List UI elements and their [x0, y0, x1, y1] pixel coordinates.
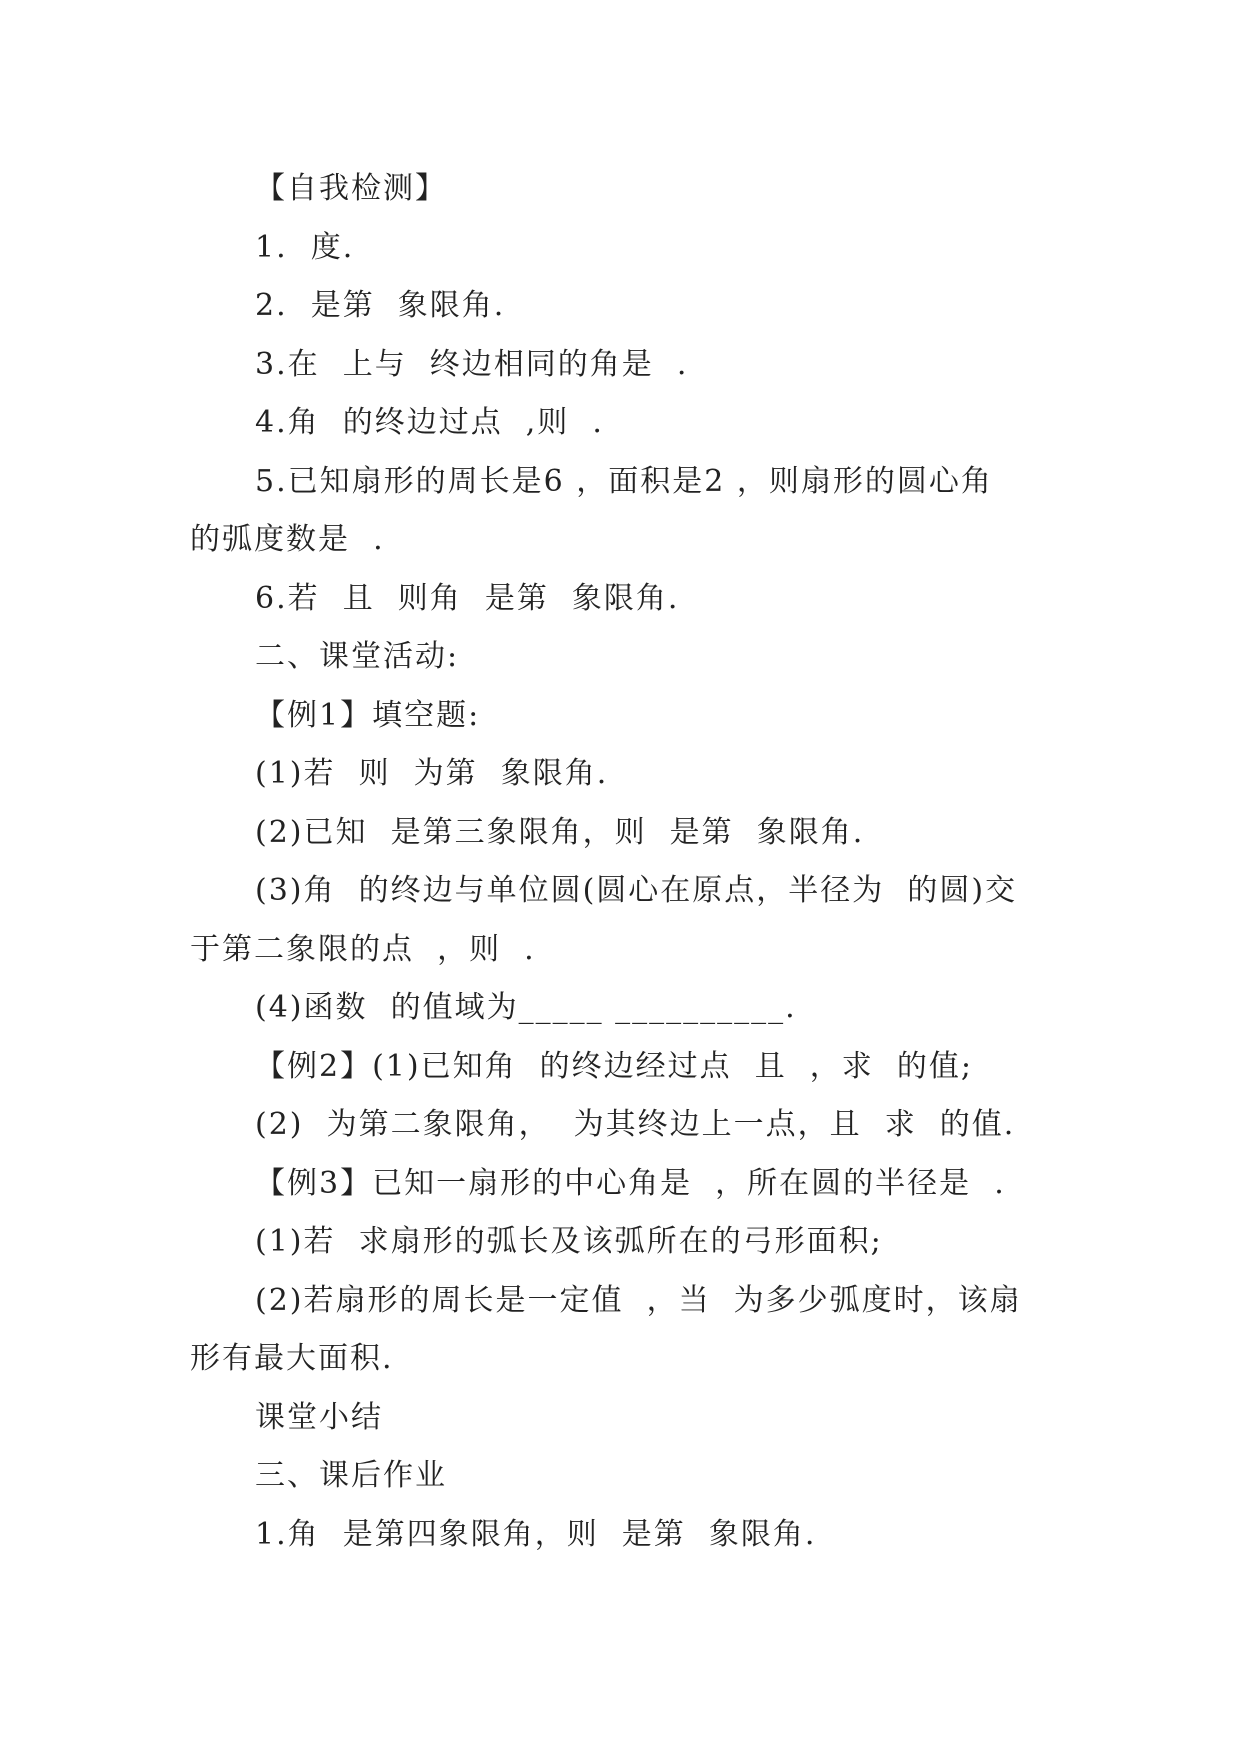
section-heading-homework: 三、课后作业	[255, 1458, 447, 1493]
question-5-continued: 的弧度数是 .	[190, 522, 385, 557]
question-6: 6.若 且 则角 是第 象限角.	[255, 580, 680, 616]
example-1-part-3: (3)角 的终边与单位圆(圆心在原点，半径为 的圆)交	[255, 873, 1018, 908]
example-3-part-2-continued: 形有最大面积.	[190, 1341, 394, 1376]
example-1-heading: 【例1】填空题:	[255, 697, 481, 733]
document-body	[190, 160, 1050, 1564]
question-2: 2. 是第 象限角.	[255, 288, 506, 323]
example-1-part-4: (4)函数 的值域为_____ __________.	[255, 990, 797, 1025]
example-3-heading: 【例3】已知一扇形的中心角是 ，所在圆的半径是 .	[255, 1165, 1006, 1201]
question-3: 3.在 上与 终边相同的角是 .	[255, 346, 689, 382]
question-1: 1. 度.	[255, 229, 355, 265]
example-1-part-1: (1)若 则 为第 象限角.	[255, 756, 609, 791]
question-4: 4.角 的终边过点 ,则 .	[255, 405, 604, 440]
example-3-part-2: (2)若扇形的周长是一定值 ，当 为多少弧度时，该扇	[255, 1282, 1022, 1318]
example-1-part-2: (2)已知 是第三象限角，则 是第 象限角.	[255, 814, 865, 850]
example-1-part-3-continued: 于第二象限的点 ，则 .	[190, 931, 536, 967]
homework-question-1: 1.角 是第四象限角，则 是第 象限角.	[255, 1516, 817, 1552]
example-3-part-1: (1)若 求扇形的弧长及该弧所在的弓形面积;	[255, 1224, 883, 1259]
question-5: 5.已知扇形的周长是6 ，面积是2 ，则扇形的圆心角	[255, 463, 993, 499]
section-heading-class-activity: 二、课堂活动:	[255, 639, 460, 674]
section-heading-self-check: 【自我检测】	[255, 171, 447, 206]
example-2-part-1: 【例2】(1)已知角 的终边经过点 且 ，求 的值;	[255, 1048, 973, 1084]
section-heading-class-summary: 课堂小结	[255, 1399, 383, 1435]
example-2-part-2: (2) 为第二象限角， 为其终边上一点，且 求 的值.	[255, 1107, 1016, 1142]
